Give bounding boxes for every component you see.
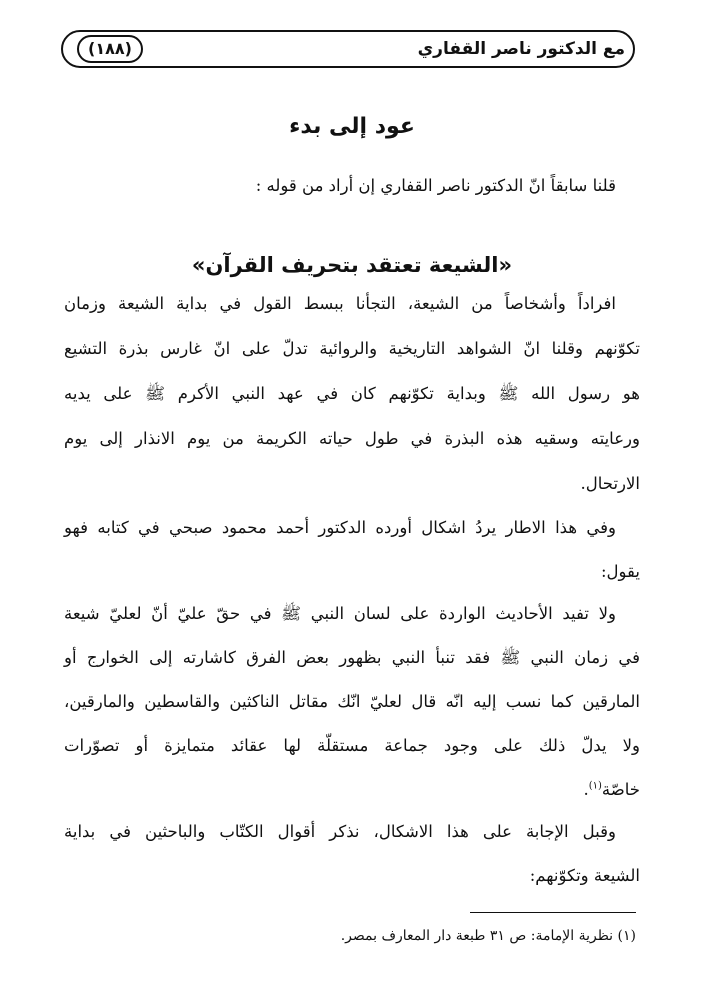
paragraph-line: في زمان النبي ﷺ فقد تنبأ النبي بظهور بعض الفرق كاشارته إلى الخوارج أو bbox=[64, 648, 640, 667]
footnote-marker: (١) bbox=[588, 780, 602, 792]
paragraph-line: المارقين كما نسب إليه انّه قال لعليّ انّك مقاتل الناكثين والقاسطين والمارقين، bbox=[64, 692, 640, 711]
paragraph-line: وفي هذا الاطار يردُ اشكال أورده الدكتور أحمد محمود صبحي في كتابه فهو bbox=[64, 518, 616, 537]
paragraph-line: افراداً وأشخاصاً من الشيعة، التجأنا ببسط القول في بداية الشيعة وزمان bbox=[64, 294, 616, 313]
paragraph-line: تكوّنهم وقلنا انّ الشواهد التاريخية والروائية تدلّ على انّ غارس بذرة التشيع bbox=[64, 339, 640, 358]
paragraph-line: خاصّة$^{(١)}$. bbox=[583, 780, 640, 799]
paragraph-line: هو رسول الله ﷺ وبداية تكوّنهم كان في عهد النبي الأكرم ﷺ على يديه bbox=[64, 384, 640, 403]
paragraph-line: الشيعة وتكوّنهم: bbox=[529, 866, 640, 885]
paragraph-line: الارتحال. bbox=[580, 474, 640, 493]
paragraph-line: وقبل الإجابة على هذا الاشكال، نذكر أقوال الكتّاب والباحثين في بداية bbox=[64, 822, 616, 841]
section-heading-return: عود إلى بدء bbox=[289, 114, 415, 139]
paragraph-line: ورعايته وسقيه هذه البذرة في طول حياته الكريمة من يوم الانذار إلى يوم bbox=[64, 429, 640, 448]
section-heading-quote: «الشيعة تعتقد بتحريف القرآن» bbox=[191, 253, 513, 277]
header-title: مع الدكتور ناصر القفاري bbox=[417, 39, 625, 59]
footnote-divider bbox=[470, 912, 636, 913]
paragraph-line-text: خاصّة bbox=[601, 780, 640, 799]
paragraph-line: ولا تفيد الأحاديث الواردة على لسان النبي ﷺ في حقّ عليّ أنّ لعليّ شيعة bbox=[64, 604, 616, 623]
paragraph-line: يقول: bbox=[600, 562, 640, 581]
footnote: (١) نظرية الإمامة: ص ٣١ طبعة دار المعارف بمصر. bbox=[340, 928, 636, 944]
intro-line: قلنا سابقاً انّ الدكتور ناصر القفاري إن أراد من قوله : bbox=[255, 176, 616, 195]
running-header bbox=[61, 30, 635, 68]
page-number: (١٨٨) bbox=[77, 35, 143, 63]
paragraph-line: ولا يدلّ ذلك على وجود جماعة مستقلّة لها عقائد متمايزة أو تصوّرات bbox=[64, 736, 640, 755]
